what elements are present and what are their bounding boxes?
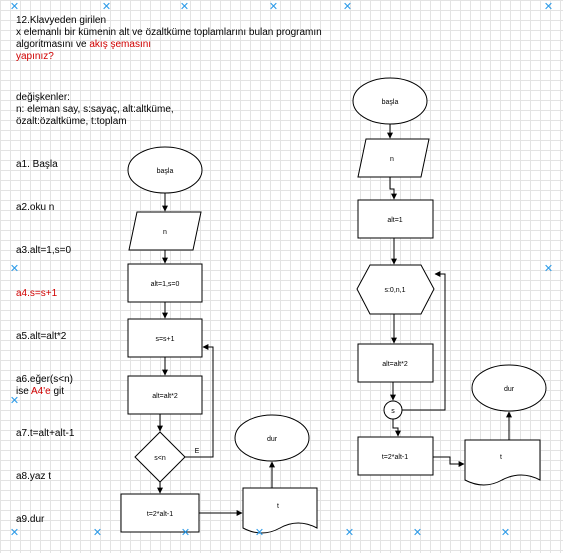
problem-line-3-a: algoritmasını ve [16, 39, 90, 50]
fc2-init-label: alt=1 [387, 217, 403, 224]
step-a8: a8.yaz t [16, 471, 52, 482]
page-marker-x: ✕ [101, 1, 112, 13]
variables-heading: değişkenler: [16, 92, 70, 103]
step-a4: a4.s=s+1 [16, 288, 58, 299]
page-marker-x: ✕ [344, 527, 355, 539]
page-marker-x: ✕ [180, 527, 191, 539]
fc2-input-label: n [390, 156, 394, 163]
page-marker-x: ✕ [543, 1, 554, 13]
fc1-double-label: alt=alt*2 [152, 393, 178, 400]
fc2-arrow-input-init [390, 177, 394, 199]
fc2-loop-label: s:0,n,1 [384, 287, 406, 294]
page-marker-x: ✕ [254, 527, 265, 539]
fc1-input-label: n [163, 229, 167, 236]
fc1-output-label: t [277, 503, 279, 510]
fc1-branch-label: E [194, 448, 200, 455]
fc2-arrow-connector-total [393, 419, 398, 436]
flowchart-2 [353, 78, 546, 485]
variables-line-1: n: eleman say, s:sayaç, alt:altküme, [16, 104, 174, 115]
step-a1: a1. Başla [16, 159, 58, 170]
fc2-arrow-total-output [433, 457, 464, 464]
problem-line-3-b: akış şemasını [89, 39, 152, 50]
fc2-end-label: dur [503, 386, 515, 393]
page-marker-x: ✕ [179, 1, 190, 13]
page-marker-x: ✕ [9, 1, 20, 13]
page-marker-x: ✕ [342, 1, 353, 13]
fc2-start-label: başla [381, 99, 399, 106]
variables-line-2: özalt:özaltküme, t:toplam [16, 116, 127, 127]
page-marker-x: ✕ [9, 527, 20, 539]
page-marker-x: ✕ [92, 527, 103, 539]
fc2-double-label: alt=alt*2 [382, 361, 408, 368]
step-a6: a6.eğer(s<n) [16, 374, 73, 385]
fc1-end-label: dur [266, 436, 278, 443]
fc1-start-label: başla [156, 168, 174, 175]
problem-line-1: 12.Klavyeden girilen [16, 15, 107, 26]
fc2-total-label: t=2*alt-1 [381, 454, 409, 461]
page-marker-x: ✕ [268, 1, 279, 13]
step-a2: a2.oku n [16, 202, 55, 213]
step-a7: a7.t=alt+alt-1 [16, 428, 75, 439]
page-marker-x: ✕ [500, 527, 511, 539]
problem-line-2: x elemanlı bir kümenin alt ve özaltküme toplamlarını bulan programın [16, 27, 322, 38]
step-a6-ise: ise [16, 386, 32, 397]
step-a3: a3.alt=1,s=0 [16, 245, 72, 256]
step-a9: a9.dur [16, 514, 45, 525]
fc1-init-label: alt=1,s=0 [150, 281, 180, 288]
step-a6-target: A4'e [31, 386, 51, 397]
fc2-connector-label: s [391, 408, 395, 415]
step-a6-git: git [50, 386, 65, 397]
flowchart-1 [121, 147, 317, 533]
fc1-total-label: t=2*alt-1 [146, 511, 174, 518]
page-marker-x: ✕ [9, 263, 20, 275]
page-marker-x: ✕ [543, 263, 554, 275]
page-marker-x: ✕ [412, 527, 423, 539]
problem-line-4: yapınız? [16, 51, 54, 62]
page-marker-x: ✕ [9, 395, 20, 407]
fc2-output-document [465, 440, 540, 485]
step-a5: a5.alt=alt*2 [16, 331, 67, 342]
fc1-decision-label: s<n [154, 455, 166, 462]
fc2-output-label: t [500, 454, 502, 461]
fc1-increment-label: s=s+1 [155, 336, 175, 343]
